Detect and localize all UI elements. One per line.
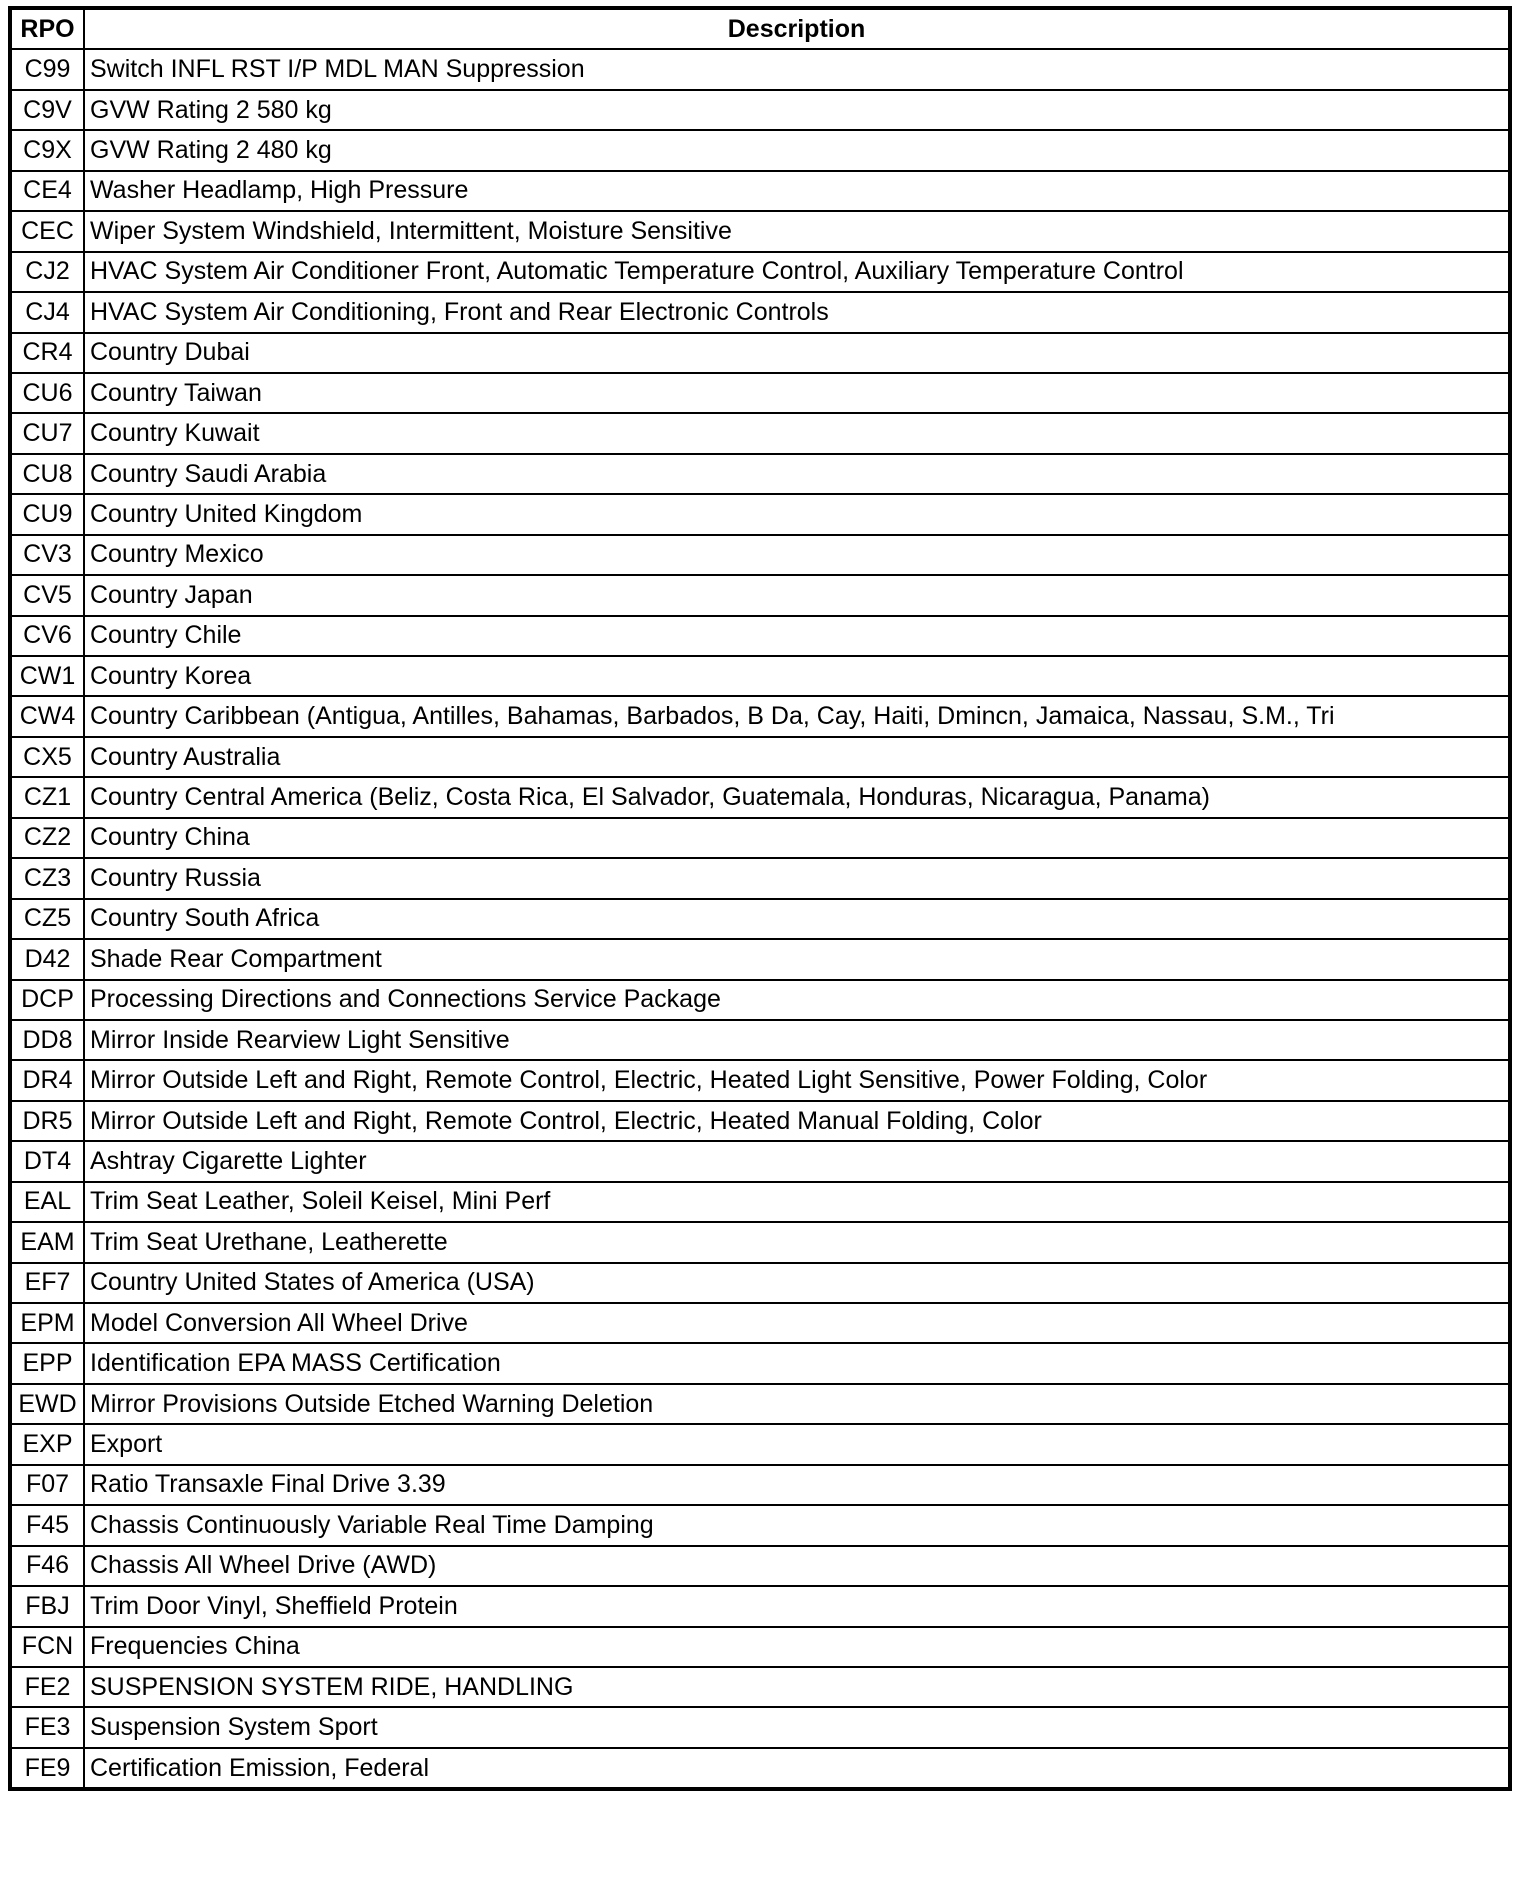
- rpo-code-cell: EPP: [10, 1343, 84, 1383]
- table-row: [10, 130, 1510, 170]
- rpo-code-cell: DCP: [10, 980, 84, 1020]
- description-cell: SUSPENSION SYSTEM RIDE, HANDLING: [84, 1667, 1510, 1707]
- table-row: [10, 1060, 1510, 1100]
- table-row: [10, 1667, 1510, 1707]
- table-row: [10, 1748, 1510, 1789]
- rpo-code-cell: CU7: [10, 413, 84, 453]
- description-cell: HVAC System Air Conditioning, Front and Rear Electronic Controls: [84, 292, 1510, 332]
- rpo-code-cell: DD8: [10, 1020, 84, 1060]
- description-cell: Country Australia: [84, 737, 1510, 777]
- description-cell: Country Korea: [84, 656, 1510, 696]
- rpo-code-cell: C99: [10, 49, 84, 89]
- table-row: [10, 252, 1510, 292]
- rpo-code-cell: D42: [10, 939, 84, 979]
- table-row: [10, 1424, 1510, 1464]
- rpo-column-header: RPO: [10, 8, 84, 49]
- description-cell: GVW Rating 2 580 kg: [84, 90, 1510, 130]
- table-row: [10, 413, 1510, 453]
- header-row: [10, 8, 1510, 49]
- description-cell: Ratio Transaxle Final Drive 3.39: [84, 1465, 1510, 1505]
- rpo-code-cell: CZ3: [10, 858, 84, 898]
- description-cell: Country Dubai: [84, 333, 1510, 373]
- description-cell: Processing Directions and Connections Service Package: [84, 980, 1510, 1020]
- description-cell: Mirror Provisions Outside Etched Warning Deletion: [84, 1384, 1510, 1424]
- table-row: [10, 90, 1510, 130]
- rpo-code-cell: EAL: [10, 1182, 84, 1222]
- description-cell: Country United Kingdom: [84, 494, 1510, 534]
- description-cell: Identification EPA MASS Certification: [84, 1343, 1510, 1383]
- rpo-code-cell: EXP: [10, 1424, 84, 1464]
- rpo-code-cell: CW1: [10, 656, 84, 696]
- rpo-code-cell: CU8: [10, 454, 84, 494]
- description-cell: Switch INFL RST I/P MDL MAN Suppression: [84, 49, 1510, 89]
- table-row: [10, 494, 1510, 534]
- table-row: [10, 292, 1510, 332]
- table-row: [10, 1546, 1510, 1586]
- description-cell: Country United States of America (USA): [84, 1263, 1510, 1303]
- rpo-code-cell: C9V: [10, 90, 84, 130]
- table-row: [10, 656, 1510, 696]
- rpo-code-cell: EF7: [10, 1263, 84, 1303]
- description-cell: Country Central America (Beliz, Costa Rica, El Salvador, Guatemala, Honduras, Nicaragua, Panama): [84, 777, 1510, 817]
- table-row: [10, 616, 1510, 656]
- description-column-header: Description: [84, 8, 1510, 49]
- table-row: [10, 1505, 1510, 1545]
- description-cell: Country Chile: [84, 616, 1510, 656]
- rpo-code-cell: DR4: [10, 1060, 84, 1100]
- description-cell: Mirror Outside Left and Right, Remote Control, Electric, Heated Light Sensitive, Power Folding, Color: [84, 1060, 1510, 1100]
- rpo-code-cell: CEC: [10, 211, 84, 251]
- table-row: [10, 1263, 1510, 1303]
- description-cell: Shade Rear Compartment: [84, 939, 1510, 979]
- description-cell: Country Japan: [84, 575, 1510, 615]
- description-cell: Chassis All Wheel Drive (AWD): [84, 1546, 1510, 1586]
- description-cell: Country Russia: [84, 858, 1510, 898]
- rpo-code-cell: FBJ: [10, 1586, 84, 1626]
- rpo-code-cell: EAM: [10, 1222, 84, 1262]
- rpo-code-cell: FE3: [10, 1707, 84, 1747]
- rpo-code-cell: CV3: [10, 535, 84, 575]
- table-row: [10, 454, 1510, 494]
- description-cell: Trim Door Vinyl, Sheffield Protein: [84, 1586, 1510, 1626]
- description-cell: Country China: [84, 818, 1510, 858]
- rpo-code-cell: EWD: [10, 1384, 84, 1424]
- description-cell: Country Mexico: [84, 535, 1510, 575]
- rpo-code-cell: CE4: [10, 171, 84, 211]
- description-cell: Country Saudi Arabia: [84, 454, 1510, 494]
- rpo-code-cell: CZ5: [10, 899, 84, 939]
- description-cell: HVAC System Air Conditioner Front, Automatic Temperature Control, Auxiliary Temperature Control: [84, 252, 1510, 292]
- table-row: [10, 1465, 1510, 1505]
- rpo-code-cell: EPM: [10, 1303, 84, 1343]
- rpo-code-cell: CJ4: [10, 292, 84, 332]
- description-cell: Certification Emission, Federal: [84, 1748, 1510, 1789]
- table-row: [10, 899, 1510, 939]
- description-cell: Mirror Inside Rearview Light Sensitive: [84, 1020, 1510, 1060]
- table-row: [10, 737, 1510, 777]
- table-row: [10, 49, 1510, 89]
- table-row: [10, 1020, 1510, 1060]
- description-cell: Mirror Outside Left and Right, Remote Control, Electric, Heated Manual Folding, Color: [84, 1101, 1510, 1141]
- description-cell: GVW Rating 2 480 kg: [84, 130, 1510, 170]
- table-row: [10, 211, 1510, 251]
- rpo-table: [8, 6, 1512, 1791]
- table-row: [10, 1627, 1510, 1667]
- rpo-code-cell: C9X: [10, 130, 84, 170]
- table-row: [10, 939, 1510, 979]
- rpo-code-cell: F07: [10, 1465, 84, 1505]
- rpo-code-cell: CZ1: [10, 777, 84, 817]
- description-cell: Model Conversion All Wheel Drive: [84, 1303, 1510, 1343]
- rpo-code-cell: DR5: [10, 1101, 84, 1141]
- description-cell: Wiper System Windshield, Intermittent, Moisture Sensitive: [84, 211, 1510, 251]
- table-row: [10, 575, 1510, 615]
- rpo-code-cell: FE2: [10, 1667, 84, 1707]
- rpo-code-cell: FE9: [10, 1748, 84, 1789]
- table-row: [10, 818, 1510, 858]
- description-cell: Country Taiwan: [84, 373, 1510, 413]
- table-row: [10, 1384, 1510, 1424]
- rpo-code-cell: F46: [10, 1546, 84, 1586]
- rpo-code-cell: CZ2: [10, 818, 84, 858]
- description-cell: Country Kuwait: [84, 413, 1510, 453]
- description-cell: Washer Headlamp, High Pressure: [84, 171, 1510, 211]
- rpo-code-cell: CJ2: [10, 252, 84, 292]
- rpo-code-cell: CU6: [10, 373, 84, 413]
- description-cell: Export: [84, 1424, 1510, 1464]
- table-row: [10, 1182, 1510, 1222]
- table-row: [10, 980, 1510, 1020]
- table-row: [10, 1141, 1510, 1181]
- description-cell: Trim Seat Urethane, Leatherette: [84, 1222, 1510, 1262]
- rpo-code-cell: CV5: [10, 575, 84, 615]
- description-cell: Ashtray Cigarette Lighter: [84, 1141, 1510, 1181]
- table-row: [10, 696, 1510, 736]
- rpo-code-cell: CV6: [10, 616, 84, 656]
- description-cell: Trim Seat Leather, Soleil Keisel, Mini Perf: [84, 1182, 1510, 1222]
- table-row: [10, 1707, 1510, 1747]
- table-row: [10, 1586, 1510, 1626]
- rpo-code-cell: CR4: [10, 333, 84, 373]
- description-cell: Country South Africa: [84, 899, 1510, 939]
- table-row: [10, 535, 1510, 575]
- rpo-code-cell: FCN: [10, 1627, 84, 1667]
- table-row: [10, 171, 1510, 211]
- table-row: [10, 777, 1510, 817]
- table-row: [10, 858, 1510, 898]
- description-cell: Chassis Continuously Variable Real Time Damping: [84, 1505, 1510, 1545]
- table-row: [10, 1101, 1510, 1141]
- rpo-code-cell: CW4: [10, 696, 84, 736]
- table-row: [10, 1343, 1510, 1383]
- rpo-code-cell: DT4: [10, 1141, 84, 1181]
- table-row: [10, 1303, 1510, 1343]
- description-cell: Country Caribbean (Antigua, Antilles, Bahamas, Barbados, B Da, Cay, Haiti, Dmincn, Jamaica, Nassau, S.M., Tri: [84, 696, 1510, 736]
- table-row: [10, 1222, 1510, 1262]
- description-cell: Suspension System Sport: [84, 1707, 1510, 1747]
- table-row: [10, 333, 1510, 373]
- description-cell: Frequencies China: [84, 1627, 1510, 1667]
- rpo-code-cell: F45: [10, 1505, 84, 1545]
- table-row: [10, 373, 1510, 413]
- rpo-code-cell: CX5: [10, 737, 84, 777]
- table-header: [10, 8, 1510, 49]
- rpo-code-cell: CU9: [10, 494, 84, 534]
- table-body: [10, 49, 1510, 1789]
